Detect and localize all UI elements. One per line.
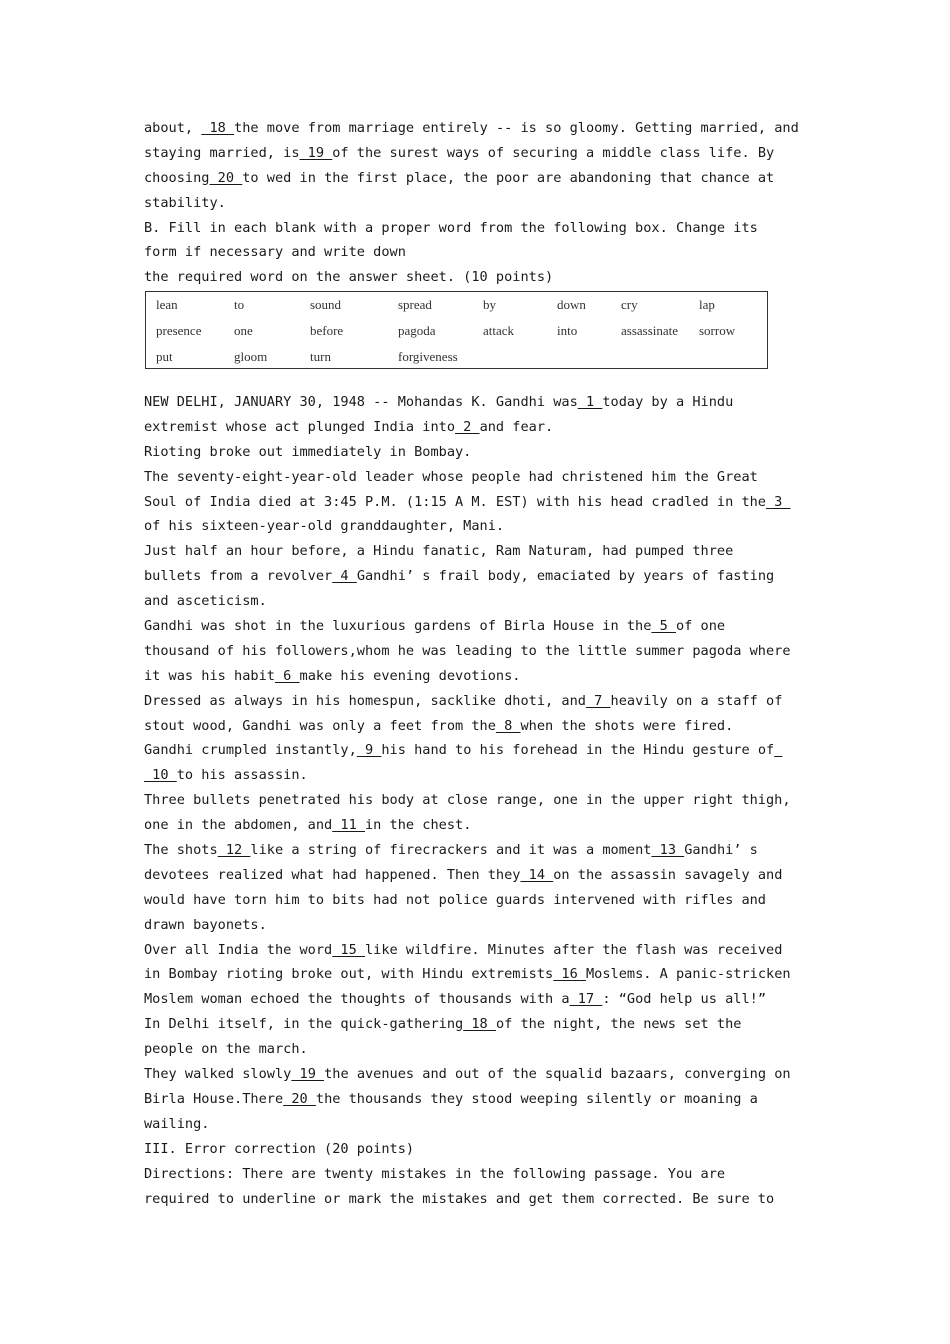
text-line [144,216,810,241]
text-line [144,116,810,141]
answer-blank: 6 [274,667,300,684]
text-run: about, [144,120,202,136]
answer-blank: 19 [299,144,333,161]
text-line [144,1062,814,1087]
text-run: like wildfire. Minutes after the flash was received [365,941,783,958]
text-line [144,938,814,963]
answer-blank: 4 [332,568,357,585]
text-run: Rioting broke out immediately in Bombay. [144,443,472,460]
word-box-entry: before [310,323,344,338]
text-run: III. Error correction (20 points) [144,1140,415,1157]
text-run: the thousands they stood weeping silently or moaning a [315,1090,758,1107]
text-line [144,738,814,763]
text-line [144,539,814,564]
text-run: wailing. [144,1115,210,1132]
answer-blank [774,742,782,758]
text-line [144,664,814,689]
text-line [144,987,814,1012]
answer-blank: 17 [569,991,603,1008]
word-box-entry: lap [699,297,715,312]
answer-blank: 20 [209,169,243,186]
text-run: today by a Hindu [602,394,734,410]
text-run: bullets from a revolver [144,568,333,585]
text-run: stout wood, Gandhi was only a feet from the [144,717,496,734]
word-box-entry: pagoda [398,323,436,338]
text-run: it was his habit [144,667,275,684]
answer-blank: 15 [332,941,365,958]
text-line [144,564,814,589]
text-run: the move from marriage entirely -- is so gloomy. Getting married, and [234,120,799,136]
text-line [144,813,814,838]
text-line [144,589,814,614]
text-line [144,415,814,440]
word-box-entry: by [483,297,496,312]
answer-blank: 16 [553,966,586,983]
word-box-entry: gloom [234,349,268,364]
text-run: stability. [144,194,226,211]
word-box-entry: turn [310,349,331,364]
text-run: Dressed as always in his homespun, sacklike dhoti, and [144,692,586,709]
text-line [144,689,814,714]
answer-blank: 18 [463,1016,496,1033]
text-run: Birla House.There [144,1090,284,1107]
word-box-entry: to [234,297,245,312]
text-line [144,763,814,788]
text-line [144,166,810,191]
answer-blank: 20 [283,1090,316,1107]
text-run: his hand to his forehead in the Hindu gesture of [381,742,775,759]
text-run: required to underline or mark the mistakes and get them corrected. Be sure to [144,1190,775,1207]
text-run: Moslems. A panic-stricken [585,966,791,983]
answer-blank: 13 [651,842,685,859]
text-line [144,191,810,216]
text-run: thousand of his followers,whom he was leading to the little summer pagoda where [144,642,791,659]
answer-blank: 18 [201,120,235,136]
text-line [144,962,814,987]
answer-blank: 9 [356,742,382,759]
text-line [144,614,814,639]
text-line [144,490,814,515]
word-box-entry: one [234,323,253,338]
text-line [144,639,814,664]
text-line [144,465,814,490]
word-box-entry: into [557,323,578,338]
text-run: the avenues and out of the squalid bazaars, converging on [324,1066,791,1083]
text-run: the required word on the answer sheet. (10 points) [144,269,554,286]
text-run: heavily on a staff of [610,692,783,709]
text-run: : “God help us all!” [602,991,767,1008]
text-run: on the assassin savagely and [553,866,783,883]
text-line [144,1187,814,1212]
word-box-entry: put [156,349,173,364]
text-run: of his sixteen-year-old granddaughter, Mani. [144,518,505,535]
text-run: when the shots were fired. [520,717,734,734]
text-line [144,1137,814,1162]
text-run: Moslem woman echoed the thoughts of thousands with a [144,991,570,1008]
word-box-entry: spread [398,297,432,312]
text-run: Over all India the word [144,941,333,958]
word-box-entry: forgiveness [398,349,458,364]
word-box-entry: assassinate [621,323,679,338]
text-line [144,788,814,813]
text-run: of the night, the news set the [495,1016,742,1033]
answer-blank: 12 [217,842,251,859]
text-run: would have torn him to bits had not police guards intervened with rifles and [144,891,766,908]
answer-blank: 14 [520,866,554,883]
text-line [144,1037,814,1062]
top-paragraph [144,116,810,290]
text-line [144,440,814,465]
text-line [144,1162,814,1187]
text-run: in the chest. [365,817,472,834]
text-run: In Delhi itself, in the quick-gathering [144,1016,464,1033]
answer-blank: 3 [766,493,791,510]
text-run: extremist whose act plunged India into [144,418,455,435]
word-box-entry: cry [621,297,638,312]
text-run: They walked slowly [144,1066,292,1083]
text-run: like a string of firecrackers and it was a moment [250,842,652,859]
word-box-entry: sound [310,297,342,312]
text-run: B. Fill in each blank with a proper word from the following box. Change its [144,219,758,236]
text-line [144,265,810,290]
answer-blank: 10 [144,767,177,784]
text-line [144,1012,814,1037]
text-line [144,913,814,938]
text-run: of one [675,618,726,635]
text-run: make his evening devotions. [299,667,521,684]
text-run: Gandhi’ s [684,842,758,859]
word-box-entry: lean [156,297,178,312]
answer-blank: 2 [455,418,480,435]
word-box-entry: down [557,297,586,312]
text-run: The seventy-eight-year-old leader whose people had christened him the Great [144,468,758,485]
text-run: Gandhi crumpled instantly, [144,742,357,759]
text-run: to his assassin. [176,767,308,784]
text-run: choosing [144,169,210,186]
text-run: and asceticism. [144,593,267,610]
text-line [144,714,814,739]
text-run: Gandhi’ s frail body, emaciated by years of fasting [356,568,775,585]
text-run: one in the abdomen, and [144,817,333,834]
text-run: staying married, is [144,144,300,161]
text-line [144,514,814,539]
word-box-entry: attack [483,323,515,338]
word-box-entry: sorrow [699,323,736,338]
text-run: form if necessary and write down [144,244,406,261]
text-run: Directions: There are twenty mistakes in the following passage. You are [144,1165,726,1182]
answer-blank: 1 [577,394,603,410]
text-run: drawn bayonets. [144,916,267,933]
text-run: to wed in the first place, the poor are abandoning that chance at [242,169,775,186]
text-line [144,838,814,863]
text-run: in Bombay rioting broke out, with Hindu extremists [144,966,554,983]
text-run: Soul of India died at 3:45 P.M. (1:15 A M. EST) with his head cradled in the [144,493,766,510]
text-run: and fear. [479,418,554,435]
text-line [144,390,814,415]
passage [144,390,814,1211]
answer-blank: 5 [651,618,676,635]
answer-blank: 8 [495,717,521,734]
text-line [144,1112,814,1137]
answer-blank: 7 [585,692,611,709]
text-line [144,888,814,913]
text-line [144,240,810,265]
text-run: devotees realized what had happened. Then they [144,866,521,883]
text-run: NEW DELHI, JANUARY 30, 1948 -- Mohandas K. Gandhi was [144,394,578,410]
text-line [144,863,814,888]
word-box-entry: presence [156,323,202,338]
text-run: of the surest ways of securing a middle class life. By [332,144,775,161]
text-line [144,1087,814,1112]
word-box [145,291,768,369]
text-run: Three bullets penetrated his body at close range, one in the upper right thigh, [144,792,791,809]
text-line [144,141,810,166]
text-run: people on the march. [144,1041,308,1058]
text-run: Just half an hour before, a Hindu fanatic, Ram Naturam, had pumped three [144,543,734,560]
answer-blank: 11 [332,817,365,834]
text-run: Gandhi was shot in the luxurious gardens of Birla House in the [144,618,652,635]
text-run: The shots [144,842,218,859]
answer-blank: 19 [291,1066,325,1083]
